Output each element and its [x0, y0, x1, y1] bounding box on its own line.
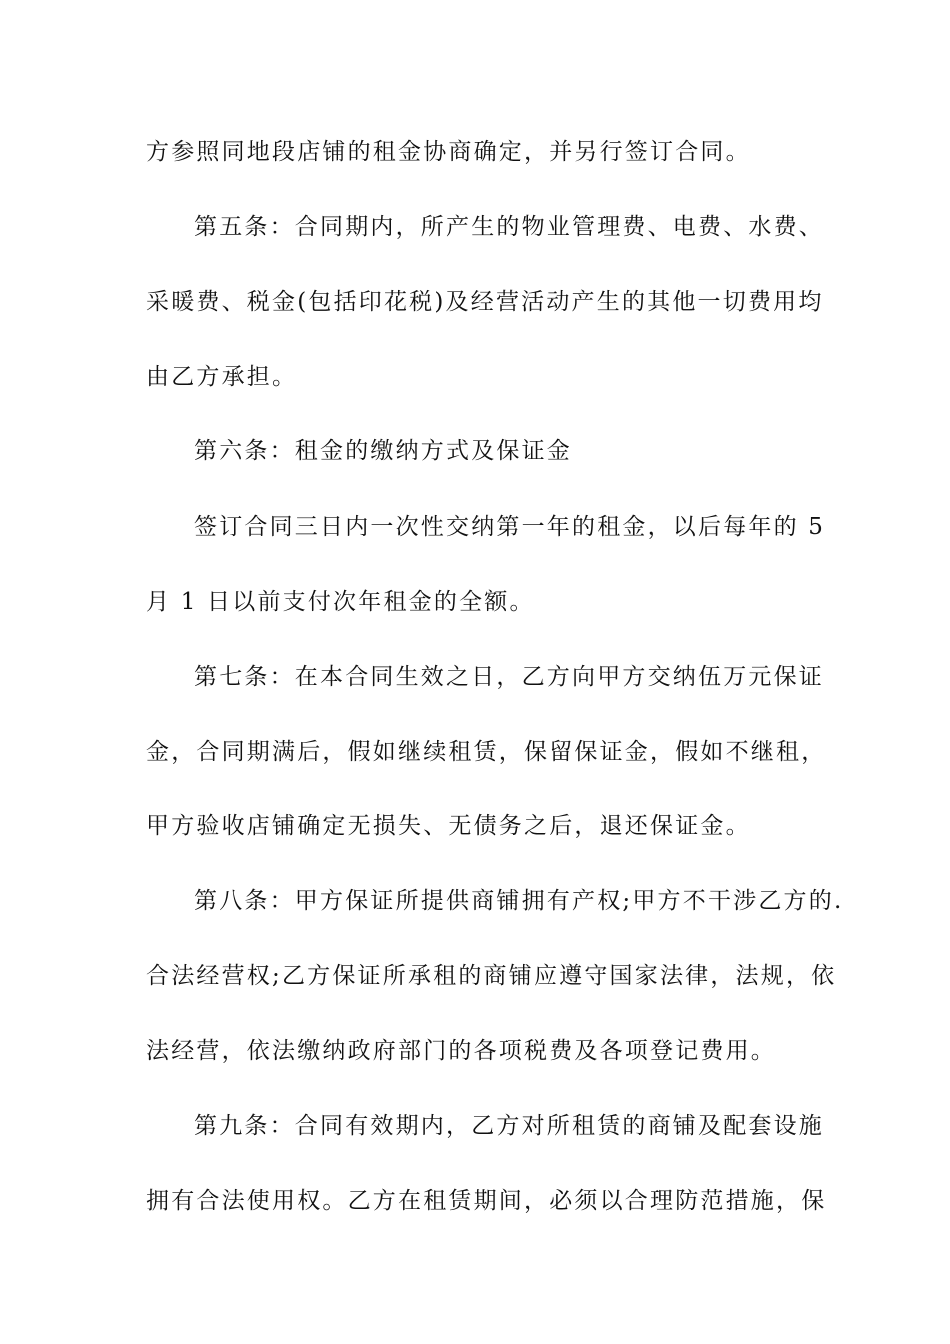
- clause-9-heading-line: 第九条：合同有效期内，乙方对所租赁的商铺及配套设施: [194, 1113, 824, 1139]
- paragraph-line: 金，合同期满后，假如继续租赁，保留保证金，假如不继租，: [146, 739, 827, 765]
- clause-5-heading-line: 第五条：合同期内，所产生的物业管理费、电费、水费、: [194, 214, 824, 240]
- paragraph-line: 方参照同地段店铺的租金协商确定，并另行签订合同。: [146, 139, 751, 165]
- paragraph-line: 法经营，依法缴纳政府部门的各项税费及各项登记费用。: [146, 1038, 776, 1064]
- paragraph-line: 由乙方承担。: [146, 364, 298, 390]
- paragraph-line: 签订合同三日内一次性交纳第一年的租金，以后每年的 5: [194, 514, 826, 540]
- paragraph-line: 合法经营权;乙方保证所承租的商铺应遵守国家法律，法规，依: [146, 963, 837, 989]
- paragraph-line: 甲方验收店铺确定无损失、无债务之后，退还保证金。: [146, 813, 751, 839]
- paragraph-line: 采暖费、税金(包括印花税)及经营活动产生的其他一切费用均: [146, 289, 824, 315]
- clause-7-heading-line: 第七条：在本合同生效之日，乙方向甲方交纳伍万元保证: [194, 664, 824, 690]
- paragraph-line: 拥有合法使用权。乙方在租赁期间，必须以合理防范措施，保: [146, 1188, 827, 1214]
- paragraph-line: 月 1 日以前支付次年租金的全额。: [146, 589, 535, 615]
- clause-6-heading-line: 第六条：租金的缴纳方式及保证金: [194, 438, 572, 464]
- clause-8-heading-line: 第八条：甲方保证所提供商铺拥有产权;甲方不干涉乙方的.: [194, 888, 844, 914]
